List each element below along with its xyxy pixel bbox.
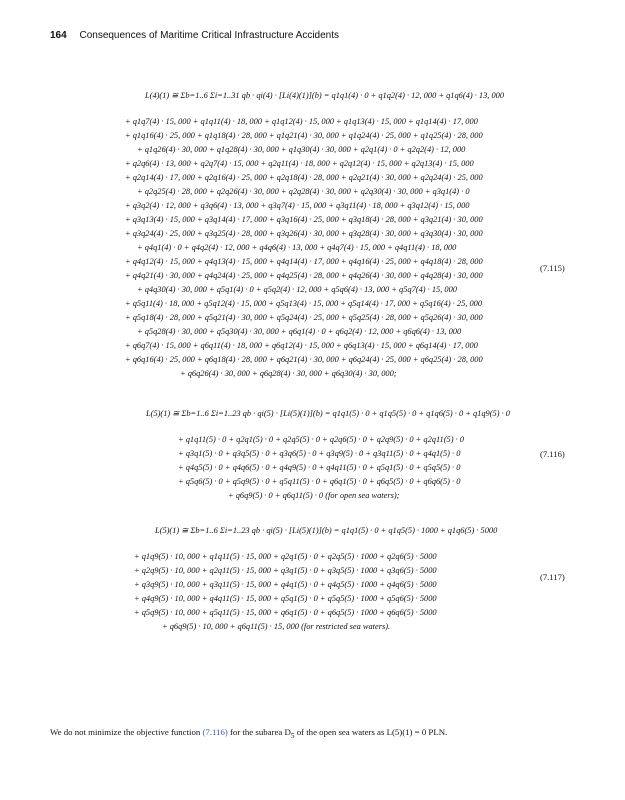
equation-line: + q2q6(4) · 13, 000 + q2q7(4) · 15, 000 + q2q11(4) · 18, 000 + q2q12(4) · 15, 000 + q2q13(4) · 15, 000 <box>125 159 474 168</box>
equation-line: + q5q6(5) · 0 + q5q9(5) · 0 + q5q11(5) · 0 + q6q1(5) · 0 + q6q5(5) · 0 + q6q6(5) · 0 <box>178 477 461 486</box>
equation-line: + q2q25(4) · 28, 000 + q2q26(4) · 30, 000 + q2q28(4) · 30, 000 + q2q30(4) · 30, 000 + q3q1(4) · 0 <box>137 187 470 196</box>
equation-line: + q6q26(4) · 30, 000 + q6q28(4) · 30, 000 + q6q30(4) · 30, 000; <box>180 369 397 378</box>
subarea-subscript: 5 <box>290 730 295 740</box>
equation-line: + q1q16(4) · 25, 000 + q1q18(4) · 28, 000 + q1q21(4) · 30, 000 + q1q24(4) · 25, 000 + q1q25(4) · 28, 000 <box>125 131 483 140</box>
closing-text-end: of the open sea waters as L(5)(1) = 0 PLN. <box>294 727 448 737</box>
equation-line: + q4q9(5) · 10, 000 + q4q11(5) · 15, 000 + q5q1(5) · 0 + q5q5(5) · 1000 + q5q6(5) · 5000 <box>134 594 437 603</box>
equation-line: + q3q9(5) · 10, 000 + q3q11(5) · 15, 000 + q4q1(5) · 0 + q4q5(5) · 1000 + q4q6(5) · 5000 <box>134 580 437 589</box>
equation-line: L(4)(1) ≅ Σb=1..6 Σi=1..31 qb · qi(4) · [Li(4)(1)](b) = q1q1(4) · 0 + q1q2(4) · 12, 000 + q1q6(4) · 13, 000 <box>145 91 505 100</box>
closing-paragraph <box>50 727 447 740</box>
equation-line: + q4q12(4) · 15, 000 + q4q13(4) · 15, 000 + q4q14(4) · 17, 000 + q4q16(4) · 25, 000 + q4q18(4) · 28, 000 <box>125 257 483 266</box>
equation-line: + q5q9(5) · 10, 000 + q5q11(5) · 15, 000 + q6q1(5) · 0 + q6q5(5) · 1000 + q6q6(5) · 5000 <box>134 608 437 617</box>
equation-line: + q1q26(4) · 30, 000 + q1q28(4) · 30, 000 + q1q30(4) · 30, 000 + q2q1(4) · 0 + q2q2(4) · 12, 000 <box>137 145 466 154</box>
equation-line: + q5q11(4) · 18, 000 + q5q12(4) · 15, 000 + q5q13(4) · 15, 000 + q5q14(4) · 17, 000 + q5q16(4) · 25, 000 <box>125 299 483 308</box>
equation-line: + q3q2(4) · 12, 000 + q3q6(4) · 13, 000 + q3q7(4) · 15, 000 + q3q11(4) · 18, 000 + q3q12(4) · 15, 000 <box>125 201 470 210</box>
page-number: 164 <box>50 30 67 41</box>
equation-line: + q6q7(4) · 15, 000 + q6q11(4) · 18, 000 + q6q12(4) · 15, 000 + q6q13(4) · 15, 000 + q6q14(4) · 17, 000 <box>125 341 478 350</box>
equation-line: + q4q5(5) · 0 + q4q6(5) · 0 + q4q9(5) · 0 + q4q11(5) · 0 + q5q1(5) · 0 + q5q5(5) · 0 <box>178 463 461 472</box>
closing-text-start: We do not minimize the objective function <box>50 727 203 737</box>
equation-number: (7.116) <box>540 449 565 459</box>
closing-text-middle: for the subarea D <box>227 727 291 737</box>
equation-line: + q3q1(5) · 0 + q3q5(5) · 0 + q3q6(5) · 0 + q3q9(5) · 0 + q3q11(5) · 0 + q4q1(5) · 0 <box>178 449 461 458</box>
equation-line: + q1q11(5) · 0 + q2q1(5) · 0 + q2q5(5) · 0 + q2q6(5) · 0 + q2q9(5) · 0 + q2q11(5) · 0 <box>178 435 464 444</box>
equation-reference-link[interactable]: (7.116) <box>202 727 228 737</box>
equation-line: + q1q7(4) · 15, 000 + q1q11(4) · 18, 000 + q1q12(4) · 15, 000 + q1q13(4) · 15, 000 + q1q14(4) · 17, 000 <box>125 117 478 126</box>
equation-line: + q2q14(4) · 17, 000 + q2q16(4) · 25, 000 + q2q18(4) · 28, 000 + q2q21(4) · 30, 000 + q2q24(4) · 25, 000 <box>125 173 483 182</box>
equation-line: + q3q13(4) · 15, 000 + q3q14(4) · 17, 000 + q3q16(4) · 25, 000 + q3q18(4) · 28, 000 + q3q21(4) · 30, 000 <box>125 215 483 224</box>
equation-line: L(5)(1) ≅ Σb=1..6 Σi=1..23 qb · qi(5) · [Li(5)(1)](b) = q1q1(5) · 0 + q1q5(5) · 0 + q1q6(5) · 0 + q1q9(5) · 0 <box>146 409 510 418</box>
equation-line: L(5)(1) ≅ Σb=1..6 Σi=1..23 qb · qi(5) · [Li(5)(1)](b) = q1q1(5) · 0 + q1q5(5) · 1000 + q1q6(5) · 5000 <box>155 526 498 535</box>
equation-number: (7.115) <box>540 263 565 273</box>
equation-line: + q5q18(4) · 28, 000 + q5q21(4) · 30, 000 + q5q24(4) · 25, 000 + q5q25(4) · 28, 000 + q5q26(4) · 30, 000 <box>125 313 483 322</box>
equation-line: + q3q24(4) · 25, 000 + q3q25(4) · 28, 000 + q3q26(4) · 30, 000 + q3q28(4) · 30, 000 + q3q30(4) · 30, 000 <box>125 229 483 238</box>
equation-line: + q4q21(4) · 30, 000 + q4q24(4) · 25, 000 + q4q25(4) · 28, 000 + q4q26(4) · 30, 000 + q4q28(4) · 30, 000 <box>125 271 483 280</box>
equation-line: + q6q9(5) · 0 + q6q11(5) · 0 (for open sea waters); <box>228 491 400 500</box>
equation-line: + q2q9(5) · 10, 000 + q2q11(5) · 15, 000 + q3q1(5) · 0 + q3q5(5) · 1000 + q3q6(5) · 5000 <box>134 566 437 575</box>
equation-line: + q5q28(4) · 30, 000 + q5q30(4) · 30, 000 + q6q1(4) · 0 + q6q2(4) · 12, 000 + q6q6(4) · 13, 000 <box>137 327 462 336</box>
equation-number: (7.117) <box>540 572 565 582</box>
equation-line: + q6q9(5) · 10, 000 + q6q11(5) · 15, 000 (for restricted sea waters). <box>162 622 391 631</box>
equation-line: + q6q16(4) · 25, 000 + q6q18(4) · 28, 000 + q6q21(4) · 30, 000 + q6q24(4) · 25, 000 + q6q25(4) · 28, 000 <box>125 355 483 364</box>
running-title: Consequences of Maritime Critical Infrastructure Accidents <box>79 30 340 41</box>
equation-line: + q1q9(5) · 10, 000 + q1q11(5) · 15, 000 + q2q1(5) · 0 + q2q5(5) · 1000 + q2q6(5) · 5000 <box>134 552 437 561</box>
equation-line: + q4q1(4) · 0 + q4q2(4) · 12, 000 + q4q6(4) · 13, 000 + q4q7(4) · 15, 000 + q4q11(4) · 18, 000 <box>137 243 457 252</box>
running-header <box>50 30 339 41</box>
equation-line: + q4q30(4) · 30, 000 + q5q1(4) · 0 + q5q2(4) · 12, 000 + q5q6(4) · 13, 000 + q5q7(4) · 15, 000 <box>137 285 457 294</box>
